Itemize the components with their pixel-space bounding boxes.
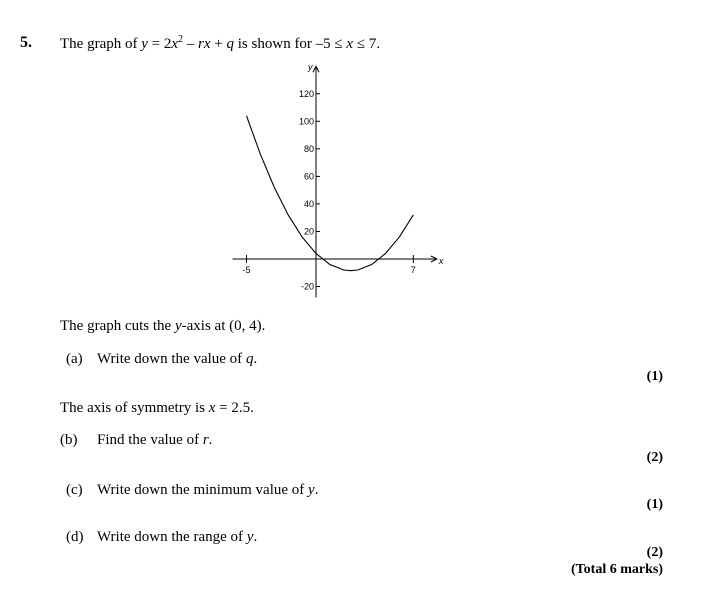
part-d-marks: (2) (646, 545, 663, 560)
y-tick-label: 80 (303, 143, 314, 154)
part-a-marks: (1) (646, 369, 663, 384)
part-b-marks: (2) (646, 450, 663, 465)
question-intro: The graph of $y = 2x^2$ – rx + q is shown for –5 ≤ x ≤ 7. (60, 34, 381, 52)
total-marks: (Total 6 marks) (570, 562, 663, 577)
part-d-label: (d) (66, 529, 84, 545)
y-tick-label: 60 (303, 171, 314, 182)
part-a-label: (a) (66, 351, 83, 367)
x-tick-label: 7 (410, 265, 416, 275)
part-c-marks: (1) (646, 497, 663, 512)
y-tick-label: 40 (303, 198, 314, 209)
x-tick-label: -5 (242, 265, 251, 275)
y-tick-label: 120 (298, 88, 314, 99)
symmetry-statement: The axis of symmetry is x = 2.5. (60, 400, 254, 416)
y-tick-label: -20 (300, 281, 314, 292)
part-b-label: (b) (60, 432, 78, 448)
part-b-text: Find the value of r. (97, 432, 213, 448)
y-intercept-statement: The graph cuts the y-axis at (0, 4). (60, 318, 266, 334)
y-tick-label: 20 (303, 226, 314, 237)
question-number: 5. (20, 34, 32, 51)
y-axis-label: y (308, 62, 313, 73)
x-axis-label: x (438, 256, 444, 266)
parabola-curve (247, 116, 414, 271)
y-tick-label: 100 (298, 116, 314, 127)
part-d-text: Write down the range of y. (97, 529, 258, 545)
part-c-text: Write down the minimum value of y. (97, 482, 319, 498)
part-c-label: (c) (66, 482, 83, 498)
part-a-text: Write down the value of q. (97, 351, 258, 367)
parabola-graph (230, 62, 455, 302)
